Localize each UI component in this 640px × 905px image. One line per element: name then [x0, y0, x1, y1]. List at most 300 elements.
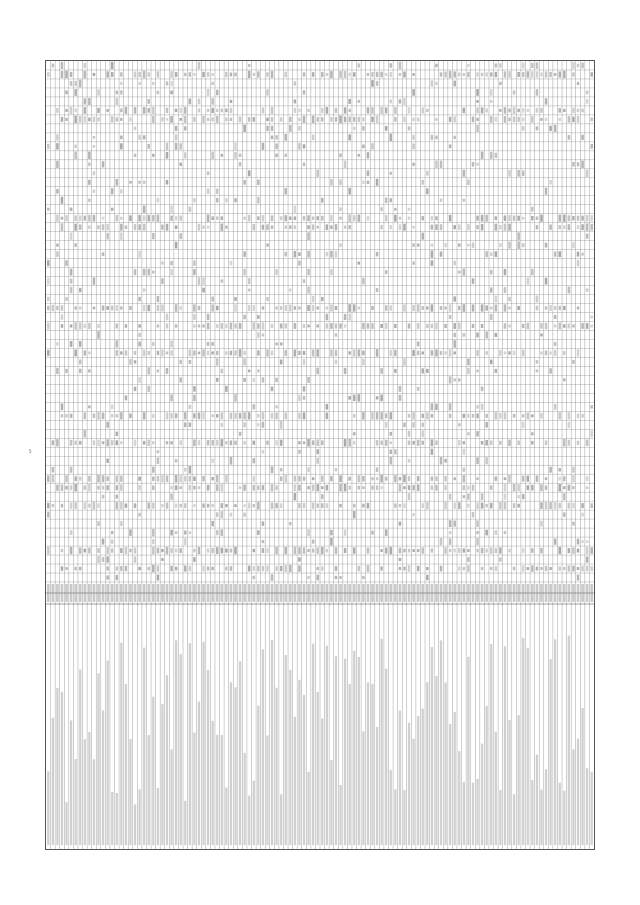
table-cell-value: [257, 566, 260, 572]
table-cell-value: [234, 504, 237, 507]
table-cell-value: [230, 457, 233, 465]
table-cell-value: [335, 117, 338, 122]
table-cell-value: [134, 107, 137, 114]
table-cell-value: [312, 116, 315, 124]
table-cell-value: [586, 99, 589, 104]
table-cell-value: [321, 486, 324, 489]
table-cell-value: [216, 217, 219, 220]
table-header-cell: [481, 584, 484, 602]
table-cell-value: [481, 567, 484, 570]
table-cell-value: [307, 377, 310, 383]
table-cell-value: [421, 503, 424, 508]
table-cell-value: [294, 323, 297, 329]
table-cell-value: [106, 575, 109, 579]
table-cell-value: [221, 423, 224, 427]
table-cell-value: [421, 441, 424, 445]
table-cell-value: [568, 422, 571, 428]
table-cell-value: [129, 414, 132, 419]
table-cell-value: [234, 304, 237, 311]
table-header-cell: [157, 584, 160, 602]
table-cell-value: [554, 125, 557, 132]
table-cell-value: [134, 548, 137, 554]
table-cell-value: [262, 485, 265, 490]
table-cell-value: [435, 82, 438, 85]
table-cell-value: [161, 225, 164, 230]
table-cell-value: [563, 476, 566, 481]
table-cell-value: [403, 486, 406, 489]
table-cell-value: [202, 225, 205, 229]
table-cell-value: [307, 287, 310, 294]
table-cell-value: [271, 413, 274, 419]
table-cell-value: [449, 531, 452, 534]
table-cell-value: [275, 440, 278, 445]
table-cell-value: [65, 486, 68, 490]
table-cell-value: [93, 136, 96, 139]
table-cell-value: [558, 118, 561, 121]
table-cell-value: [572, 108, 575, 114]
table-cell-value: [221, 279, 224, 282]
table-cell-value: [175, 504, 178, 508]
table-cell-value: [161, 350, 164, 357]
table-cell-value: [120, 118, 123, 121]
table-cell-value: [120, 82, 123, 85]
table-header-cell: [371, 584, 374, 602]
table-header-cell: [568, 584, 571, 602]
table-cell-value: [211, 342, 214, 346]
table-cell-value: [56, 342, 59, 345]
table-cell-value: [284, 215, 287, 221]
table-header-cell: [376, 584, 379, 602]
table-cell-value: [316, 449, 319, 454]
table-header-cell: [97, 584, 100, 602]
table-cell-value: [70, 502, 73, 509]
table-cell-value: [508, 297, 511, 301]
table-cell-value: [348, 73, 351, 77]
table-cell-value: [257, 197, 260, 204]
table-header-cell: [179, 584, 182, 602]
table-cell-value: [326, 549, 329, 553]
table-cell-value: [211, 477, 214, 480]
table-cell-value: [545, 118, 548, 121]
table-cell-value: [481, 224, 484, 230]
table-cell-value: [166, 475, 169, 482]
table-cell-value: [262, 521, 265, 525]
table-cell-value: [248, 64, 251, 67]
table-cell-value: [253, 305, 256, 311]
table-cell-value: [298, 351, 301, 355]
table-cell-value: [485, 440, 488, 445]
table-cell-value: [211, 567, 214, 571]
table-cell-value: [65, 260, 68, 266]
table-cell-value: [353, 547, 356, 553]
table-cell-value: [179, 143, 182, 149]
table-cell-value: [138, 215, 141, 221]
table-cell-value: [307, 109, 310, 112]
table-header-cell: [74, 584, 77, 602]
table-header-cell: [431, 584, 434, 602]
table-cell-value: [522, 422, 525, 428]
table-cell-value: [522, 565, 525, 571]
table-cell-value: [431, 477, 434, 481]
table-cell-value: [307, 232, 310, 240]
table-header-cell: [348, 584, 351, 602]
table-cell-value: [426, 324, 429, 328]
table-cell-value: [321, 117, 324, 121]
table-cell-value: [380, 72, 383, 78]
table-cell-value: [56, 251, 59, 257]
table-cell-value: [298, 306, 301, 309]
table-header-cell: [399, 584, 402, 602]
table-cell-value: [303, 216, 306, 221]
table-cell-value: [568, 224, 571, 230]
table-cell-value: [435, 349, 438, 356]
table-cell-value: [463, 73, 466, 76]
table-cell-value: [440, 538, 443, 545]
table-cell-value: [335, 468, 338, 471]
table-header-cell: [271, 584, 274, 602]
table-header-cell: [184, 584, 187, 602]
table-cell-value: [435, 440, 438, 445]
table-cell-value: [426, 306, 429, 309]
table-cell-value: [275, 144, 278, 150]
table-cell-value: [385, 126, 388, 131]
table-cell-value: [421, 107, 424, 113]
table-cell-value: [563, 225, 566, 229]
table-cell-value: [193, 73, 196, 76]
table-cell-value: [330, 476, 333, 481]
table-cell-value: [481, 387, 484, 392]
table-cell-value: [572, 216, 575, 220]
table-cell-value: [495, 305, 498, 312]
table-cell-value: [216, 109, 219, 112]
table-cell-value: [303, 412, 306, 419]
table-cell-value: [399, 73, 402, 76]
table-cell-value: [284, 547, 287, 554]
table-cell-value: [152, 503, 155, 509]
table-cell-value: [111, 116, 114, 122]
table-cell-value: [572, 503, 575, 508]
table-cell-value: [202, 566, 205, 572]
table-cell-value: [65, 118, 68, 121]
table-cell-value: [572, 117, 575, 123]
table-cell-value: [120, 189, 123, 193]
table-cell-value: [522, 117, 525, 121]
table-cell-value: [47, 72, 50, 77]
table-cell-value: [572, 360, 575, 364]
table-header-cell: [389, 584, 392, 602]
table-cell-value: [563, 493, 566, 500]
table-cell-value: [88, 225, 91, 229]
table-cell-value: [517, 72, 520, 77]
table-cell-value: [211, 351, 214, 354]
table-cell-value: [371, 323, 374, 329]
table-cell-value: [426, 575, 429, 580]
table-cell-value: [70, 485, 73, 490]
table-cell-value: [61, 117, 64, 122]
table-cell-value: [549, 351, 552, 354]
table-cell-value: [74, 224, 77, 231]
table-cell-value: [211, 82, 214, 85]
table-cell-value: [284, 72, 287, 78]
table-cell-value: [408, 217, 411, 220]
table-cell-value: [147, 99, 150, 104]
table-cell-value: [421, 180, 424, 185]
table-cell-value: [558, 251, 561, 257]
table-cell-value: [303, 396, 306, 400]
table-header-cell: [166, 584, 169, 602]
table-cell-value: [590, 325, 593, 328]
table-cell-value: [243, 358, 246, 365]
table-cell-value: [399, 477, 402, 481]
table-cell-value: [531, 269, 534, 275]
table-cell-value: [88, 369, 91, 372]
table-cell-value: [568, 324, 571, 329]
table-cell-value: [221, 529, 224, 536]
table-cell-value: [417, 342, 420, 347]
table-cell-value: [138, 181, 141, 184]
table-cell-value: [275, 503, 278, 508]
table-header-cell: [65, 584, 68, 602]
table-cell-value: [52, 504, 55, 507]
table-header-cell: [545, 584, 548, 602]
table-cell-value: [298, 565, 301, 571]
table-cell-value: [221, 511, 224, 518]
table-cell-value: [61, 62, 64, 69]
table-cell-value: [284, 565, 287, 572]
table-cell-value: [590, 405, 593, 408]
table-cell-value: [540, 108, 543, 113]
table-cell-value: [577, 216, 580, 221]
table-cell-value: [294, 251, 297, 258]
table-cell-value: [545, 485, 548, 490]
table-cell-value: [193, 386, 196, 391]
table-cell-value: [289, 225, 292, 229]
table-cell-value: [380, 395, 383, 402]
table-cell-value: [390, 63, 393, 67]
table-cell-value: [577, 109, 580, 113]
table-cell-value: [138, 297, 141, 301]
table-cell-value: [284, 350, 287, 356]
table-cell-value: [271, 71, 274, 78]
table-cell-value: [152, 342, 155, 346]
table-cell-value: [485, 72, 488, 76]
table-cell-value: [440, 306, 443, 310]
table-cell-value: [412, 135, 415, 140]
table-cell-value: [513, 216, 516, 221]
table-cell-value: [344, 314, 347, 320]
table-cell-value: [111, 414, 114, 417]
table-cell-value: [476, 89, 479, 96]
table-cell-value: [590, 72, 593, 77]
table-cell-value: [284, 226, 287, 229]
table-cell-value: [495, 153, 498, 158]
table-cell-value: [70, 341, 73, 347]
table-cell-value: [408, 414, 411, 418]
table-cell-value: [211, 108, 214, 113]
table-cell-value: [88, 117, 91, 121]
table-cell-value: [472, 278, 475, 284]
table-cell-value: [431, 449, 434, 455]
table-cell-value: [412, 513, 415, 516]
table-cell-value: [161, 475, 164, 482]
table-cell-value: [467, 244, 470, 247]
table-cell-value: [116, 324, 119, 329]
table-cell-value: [499, 547, 502, 553]
table-cell-value: [266, 548, 269, 553]
table-cell-value: [166, 143, 169, 150]
table-cell-value: [216, 198, 219, 202]
table-cell-value: [362, 145, 365, 149]
table-cell-value: [262, 412, 265, 419]
table-cell-value: [504, 484, 507, 492]
table-cell-value: [458, 306, 461, 310]
table-cell-value: [157, 305, 160, 311]
table-cell-value: [554, 73, 557, 76]
table-header-cell: [517, 584, 520, 602]
table-cell-value: [431, 250, 434, 258]
table-cell-value: [490, 252, 493, 256]
table-cell-value: [280, 216, 283, 220]
table-cell-value: [116, 485, 119, 490]
table-cell-value: [271, 351, 274, 356]
table-cell-value: [316, 324, 319, 327]
table-cell-value: [166, 324, 169, 329]
table-cell-value: [143, 269, 146, 276]
table-cell-value: [74, 350, 77, 357]
table-cell-value: [540, 521, 543, 527]
table-cell-value: [211, 521, 214, 526]
table-cell-value: [170, 71, 173, 78]
table-header-cell: [88, 584, 91, 602]
table-cell-value: [207, 226, 210, 229]
table-cell-value: [586, 566, 589, 572]
table-cell-value: [271, 484, 274, 491]
table-header-cell: [380, 584, 383, 602]
table-header-cell: [51, 584, 54, 602]
table-cell-value: [517, 241, 520, 249]
table-cell-value: [106, 224, 109, 230]
table-cell-value: [344, 324, 347, 327]
table-cell-value: [385, 529, 388, 536]
table-cell-value: [147, 503, 150, 509]
table-cell-value: [399, 224, 402, 230]
table-cell-value: [303, 351, 306, 355]
table-cell-value: [367, 565, 370, 572]
table-cell-value: [253, 576, 256, 580]
table-cell-value: [399, 504, 402, 507]
table-cell-value: [157, 575, 160, 581]
table-cell-value: [572, 486, 575, 489]
table-cell-value: [152, 565, 155, 572]
table-cell-value: [568, 287, 571, 294]
table-cell-value: [289, 522, 292, 525]
table-cell-value: [294, 81, 297, 85]
table-cell-value: [138, 333, 141, 337]
table-cell-value: [207, 351, 210, 356]
table-cell-value: [84, 63, 87, 68]
table-header-cell: [257, 584, 260, 602]
table-cell-value: [581, 540, 584, 543]
table-cell-value: [330, 71, 333, 78]
table-cell-value: [581, 135, 584, 140]
table-cell-value: [170, 566, 173, 571]
table-cell-value: [298, 395, 301, 401]
table-cell-value: [326, 107, 329, 114]
table-cell-value: [385, 270, 388, 274]
table-cell-value: [536, 360, 539, 364]
table-header-cell: [586, 584, 589, 602]
table-cell-value: [248, 215, 251, 222]
table-cell-value: [312, 502, 315, 508]
table-cell-value: [61, 223, 64, 231]
table-cell-value: [239, 162, 242, 166]
table-cell-value: [211, 414, 214, 417]
table-cell-value: [102, 413, 105, 420]
table-cell-value: [184, 476, 187, 482]
table-cell-value: [316, 575, 319, 581]
table-cell-value: [298, 503, 301, 508]
table-header-cell: [449, 584, 452, 602]
table-cell-value: [262, 215, 265, 221]
table-cell-value: [243, 422, 246, 427]
table-cell-value: [262, 143, 265, 150]
table-cell-value: [472, 512, 475, 517]
table-cell-value: [531, 216, 534, 220]
table-cell-value: [390, 100, 393, 104]
table-cell-value: [143, 305, 146, 311]
table-cell-value: [262, 225, 265, 230]
table-cell-value: [440, 72, 443, 76]
table-cell-value: [399, 62, 402, 70]
table-cell-value: [527, 413, 530, 420]
table-header-cell: [266, 584, 269, 602]
table-cell-value: [303, 90, 306, 94]
table-cell-value: [312, 440, 315, 445]
table-cell-value: [134, 440, 137, 446]
table-cell-value: [577, 413, 580, 418]
table-cell-value: [116, 440, 119, 445]
table-cell-value: [508, 242, 511, 249]
table-cell-value: [120, 90, 123, 94]
table-cell-value: [362, 576, 365, 579]
table-cell-value: [198, 99, 201, 105]
table-cell-value: [481, 324, 484, 328]
table-cell-value: [74, 81, 77, 86]
table-cell-value: [517, 504, 520, 508]
table-header-cell: [335, 584, 338, 602]
table-cell-value: [449, 117, 452, 122]
table-cell-value: [344, 226, 347, 229]
table-cell-value: [531, 485, 534, 491]
table-cell-value: [97, 89, 100, 95]
table-cell-value: [499, 225, 502, 229]
table-cell-value: [262, 540, 265, 543]
table-cell-value: [61, 197, 64, 204]
table-cell-value: [421, 351, 424, 354]
table-cell-value: [234, 198, 237, 202]
table-cell-value: [481, 304, 484, 311]
table-cell-value: [426, 109, 429, 112]
table-cell-value: [116, 432, 119, 436]
table-cell-value: [540, 567, 543, 570]
table-header-cell: [499, 584, 502, 602]
table-cell-value: [536, 476, 539, 482]
table-cell-value: [303, 441, 306, 444]
table-cell-value: [221, 439, 224, 446]
table-cell-value: [558, 547, 561, 554]
table-cell-value: [266, 297, 269, 301]
table-cell-value: [558, 215, 561, 222]
